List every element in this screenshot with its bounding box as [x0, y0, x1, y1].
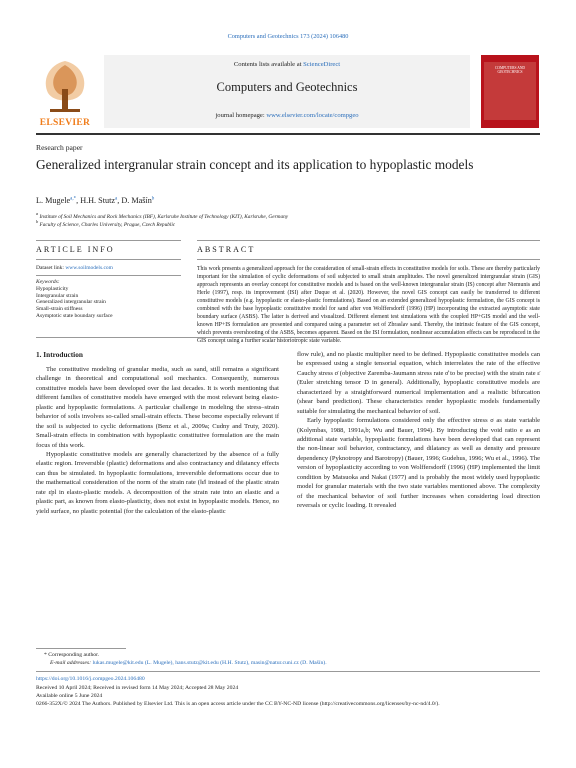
email-list[interactable]: lukas.mugele@kit.edu (L. Mugele), hans.stutz@kit.edu (H.H. Stutz), masin@natur.cuni.cz (D. Mašín).: [92, 660, 327, 666]
author-list: L. Mugele$^{a,*}$, H.H. Stutz$^a$, D. Mašín$^b$: [36, 196, 155, 205]
body-paragraph: Hypoplastic constitutive models are generally characterized by the absence of a fully elastic region. Irreversible (plastic) deformations and also contractancy and dilatancy effects can thus be simulated. In hypoplastic formulations, irreversible deformations occur due to the mathematical consideration of the norm of the strain rate (‖ε̇‖ instead of the plastic strain rate ε̇pl in elasto-plastic models. A decomposition of the strain rate into an elastic and a plastic part, as known from elasto-plasticity, does not exist in hypoplastic models. Hence, no yield surface, no plastic potential (for the calculation of the elasto-plastic: [36, 450, 279, 515]
keyword: Asymptotic state boundary surface: [36, 312, 113, 319]
affiliation-sup: a: [36, 211, 39, 216]
author-affil-sup[interactable]: a,*: [70, 196, 77, 202]
contents-prefix: Contents lists available at: [233, 61, 304, 68]
sciencedirect-link[interactable]: ScienceDirect: [303, 61, 341, 68]
body-paragraph: The constitutive modeling of granular media, such as sand, still remains a significant challenge in theoretical and computational soil mechanics. Consequently, numerous constitutive models have been developed over the last decades. It is worth mentioning that different families of constitutive models have emerged with the most relevant being elasto-plastic and hypoplastic formulations. A particular challenge in modeling the stress–strain behavior of soils involves so-called small-strain effects. These become especially relevant if the soil is subjected to cyclic deformations (Benz et al., 2009a; Cudny and Truty, 2020). Small-strain effects in combination with hypoplastic constitutive formulation are the main focus of this work.: [36, 366, 279, 449]
author-affil-sup[interactable]: a: [114, 196, 118, 202]
article-type: Research paper: [36, 143, 83, 152]
journal-homepage: [104, 112, 470, 119]
author-affil-sup[interactable]: b: [151, 196, 155, 202]
keyword: Intergranular strain: [36, 292, 79, 299]
homepage-prefix: journal homepage:: [215, 112, 267, 119]
info-top-rule: [36, 240, 181, 241]
affiliation-sup: b: [36, 219, 39, 224]
keyword: Generalized intergranular strain: [36, 299, 106, 306]
abstract-heading: ABSTRACT: [197, 245, 256, 254]
keywords-block: [36, 279, 186, 320]
elsevier-tree-logo: [36, 55, 94, 117]
journal-cover-title: COMPUTERS AND GEOTECHNICS: [494, 66, 526, 74]
received-dates: Received 10 April 2024; Received in revised form 14 May 2024; Accepted 28 May 2024: [36, 685, 239, 691]
available-online: Available online 5 June 2024: [36, 693, 103, 699]
license-statement: 0266-352X/© 2024 The Authors. Published by Elsevier Ltd. This is an open access article under the CC BY-NC-ND license (http://creativecommons.org/licenses/by-nc-nd/4.0/).: [36, 701, 440, 707]
journal-reference[interactable]: Computers and Geotechnics 173 (2024) 106480: [227, 33, 349, 40]
homepage-link[interactable]: www.elsevier.com/locate/compgeo: [266, 112, 359, 119]
abstract-bottom-rule: [197, 259, 540, 260]
dataset-line: [36, 265, 113, 272]
intro-right-column: [297, 350, 540, 510]
corresponding-author-note: * Corresponding author.: [44, 652, 100, 658]
email-addresses: [50, 660, 540, 667]
affiliation-text: Institute of Soil Mechanics and Rock Mechanics (IBF), Karlsruhe Institute of Technology (KIT), Karlsruhe, Germany: [39, 213, 289, 220]
corresponding-text: Corresponding author.: [48, 652, 100, 658]
affiliation-text: Faculty of Science, Charles University, Prague, Czech Republic: [39, 221, 176, 228]
article-info-heading: ARTICLE INFO: [36, 245, 115, 254]
section-heading-introduction: 1. Introduction: [36, 350, 83, 359]
dataset-prefix: Dataset link:: [36, 265, 66, 271]
author-name: D. Mašín: [121, 196, 152, 205]
keywords-label: Keywords:: [36, 279, 60, 285]
doi-link[interactable]: https://doi.org/10.1016/j.compgeo.2024.106480: [36, 676, 145, 682]
footnote-divider: [36, 671, 540, 672]
affiliation: [36, 219, 175, 228]
email-label: E-mail addresses:: [50, 660, 92, 666]
dataset-link[interactable]: www.soilmodels.com: [65, 265, 113, 271]
abstract-top-rule: [197, 240, 540, 241]
article-title: Generalized intergranular strain concept and its application to hypoplastic models: [36, 157, 474, 172]
contents-line: [104, 61, 470, 68]
front-matter-rule: [36, 337, 540, 338]
journal-title: Computers and Geotechnics: [216, 80, 358, 94]
body-paragraph: flow rule), and no plastic multiplier need to be defined. Hypoplastic constitutive models can be expressed using a single tensorial equation, which interrelates the rate of the effective Cauchy stress σ̇ (objective Zaremba-Jaumann stress rate σ̊ to be precise) with the strain rate ε̇ (Euler stretching tensor D in general). Additionally, hypoplastic constitutive models are characterized by a straightforward numerical implementation and a realistic bifurcation (shear band prediction). These characteristics render hypoplastic models fundamentally suitable for simulating the mechanical behavior of soil.: [297, 351, 540, 415]
publisher-name: ELSEVIER: [39, 118, 91, 128]
intro-left-column: [36, 365, 279, 516]
body-paragraph: Early hypoplastic formulations considered only the effective stress σ as state variable (Kolymbas, 1988, 1991a,b; Wu and Bauer, 1994). By introducing the void ratio e as an additional state variable, hypoplastic formulations have been developed that can represent the non-linear soil behavior, contractancy, and dilatancy as well as density and pressure dependency (Pyknotropy and Barotropy) (Bauer, 1996; Gudehus, 1996; Wu et al., 1996). The version of hypoplasticity according to von Wolffersdorff (1996) (HP) implemented the limit condition by Matsuoka and Nakai (1977) and is probably the most widely used hypoplastic model for granular materials with the two state variables mentioned above. The complexity of the mechanical behavior of soil further increases when considering load direction reversals or cyclic loading. It revealed: [297, 417, 540, 509]
dataset-rule: [36, 275, 181, 276]
author-name: H.H. Stutz: [80, 196, 115, 205]
footnote-rule: [36, 648, 126, 649]
abstract-text: This work presents a generalized approach for the consideration of small-strain effects in constitutive models for soils. These are thereby particularly important for the simulation of cyclic deformations of soil subjected to small strain amplitudes. The novel generalized intergranular strain (GIS) approach represents an overlay concept for constitutive models and is based on the well-known intergranular strain (IS) concept after Niemunis and Herle (1997), resp. its improvement (ISI) after Duque et al. (2020). However, the novel GIS concept can easily be transferred to different constitutive models (e.g. hypoplastic or elasto-plastic formulations). Based on an extended generalized hypoplastic formulation, the GIS concept is combined with the base hypoplastic constitutive model for sand after von Wolffersdorff (1996) (HP) incorporating the extracted asymptotic state boundary surface (ASBS). The latter is derived and visualized. Different element test simulations with the coupled HP+GIS model and the well-known HP+IS formulation are presented and compared using a parameter set of Zbraslav sand. Thereby, the intrinsic feature of the GIS concept, which prevents overshooting of the ASBS, becomes apparent. Based on the ISI formulation, nonlinear accumulation effects can be reproduced in the GIS concept using a further scalar historiotropic state variable.: [197, 266, 540, 344]
author-name: L. Mugele: [36, 196, 71, 205]
keyword: Hypoplasticity: [36, 285, 69, 292]
info-bottom-rule: [36, 259, 181, 260]
keyword: Small-strain stiffness: [36, 306, 83, 313]
header-divider: [36, 133, 540, 135]
